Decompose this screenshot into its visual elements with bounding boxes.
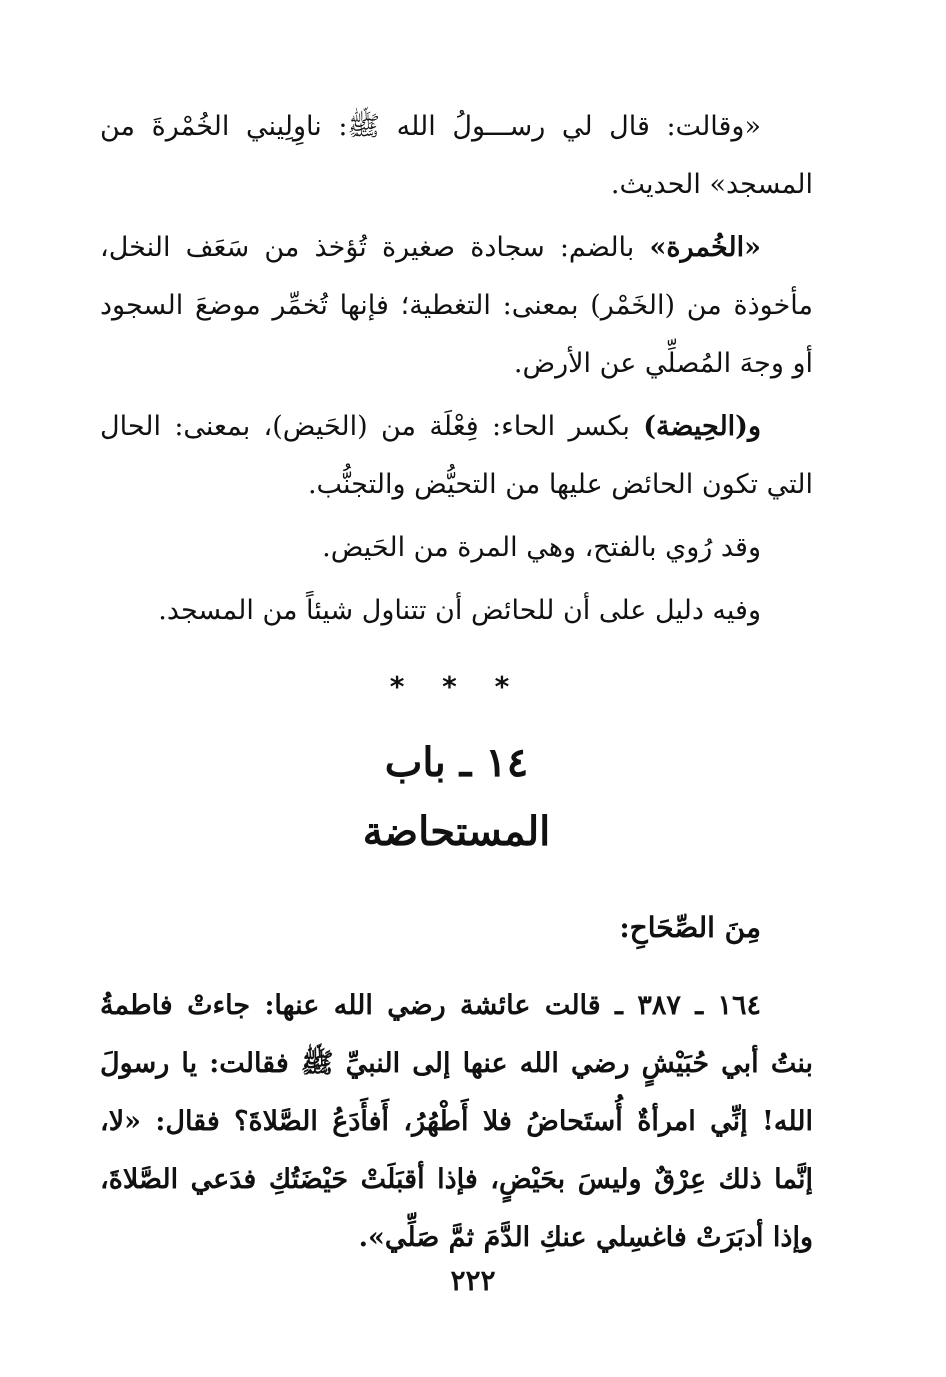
paragraph-khumra-definition bbox=[100, 219, 813, 393]
paragraph-quote bbox=[100, 98, 813, 214]
chapter-title: المستحاضة bbox=[362, 808, 551, 855]
section-label: مِنَ الصِّحَاحِ: bbox=[619, 911, 761, 944]
chapter-number: ١٤ ـ باب bbox=[384, 739, 529, 786]
term-hida: و(الحِيضة) bbox=[643, 411, 761, 442]
term-khumra: «الخُمرة» bbox=[649, 232, 761, 263]
paragraph-text: وفيه دليل على أن للحائض أن تتناول شيئاً من المسجد. bbox=[158, 595, 761, 626]
section-separator: * * * bbox=[389, 670, 524, 703]
paragraph-text: «وقالت: قال لي رســـولُ الله ﷺ: ناوِلِيني الخُمْرةَ من المسجد» الحديث. bbox=[100, 111, 813, 200]
commentary-text bbox=[100, 98, 813, 640]
page-number: ٢٢٢ bbox=[450, 1264, 496, 1297]
hadith-text: ١٦٤ ـ ٣٨٧ ـ قالت عائشة رضي الله عنها: جاءتْ فاطمةُ بنتُ أبي حُبَيْشٍ رضي الله عنها إلى النبيِّ ﷺ فقالت: يا رسولَ الله! إنِّي امرأةٌ أُستَحاضُ فلا أَطْهُرُ، أَفأَدَعُ الصَّلاةَ؟ فقال: «لا، إنَّما ذلك عِرْقٌ وليسَ بحَيْضٍ، فإذا أقبَلَتْ حَيْضَتُكِ فدَعي الصَّلاةَ، وإذا أدبَرَتْ فاغسِلي عنكِ الدَّمَ ثمَّ صَلِّي». bbox=[100, 990, 813, 1253]
paragraph-text: وقد رُوي بالفتح، وهي المرة من الحَيض. bbox=[322, 532, 761, 563]
paragraph-hida-definition bbox=[100, 398, 813, 514]
paragraph-text: بالضم: سجادة صغيرة تُؤخذ من سَعَف النخل، مأخوذة من (الخَمْر) بمعنى: التغطية؛ فإنها تُخمِّر موضعَ السجود أو وجهَ المُصلِّي عن الأرض. bbox=[100, 232, 813, 379]
paragraph-text: بكسر الحاء: فِعْلَة من (الحَيض)، بمعنى: الحال التي تكون الحائض عليها من التحيُّض والتجنُّب. bbox=[100, 411, 813, 500]
paragraph-riwaya bbox=[100, 519, 813, 577]
paragraph-dalil bbox=[100, 582, 813, 640]
